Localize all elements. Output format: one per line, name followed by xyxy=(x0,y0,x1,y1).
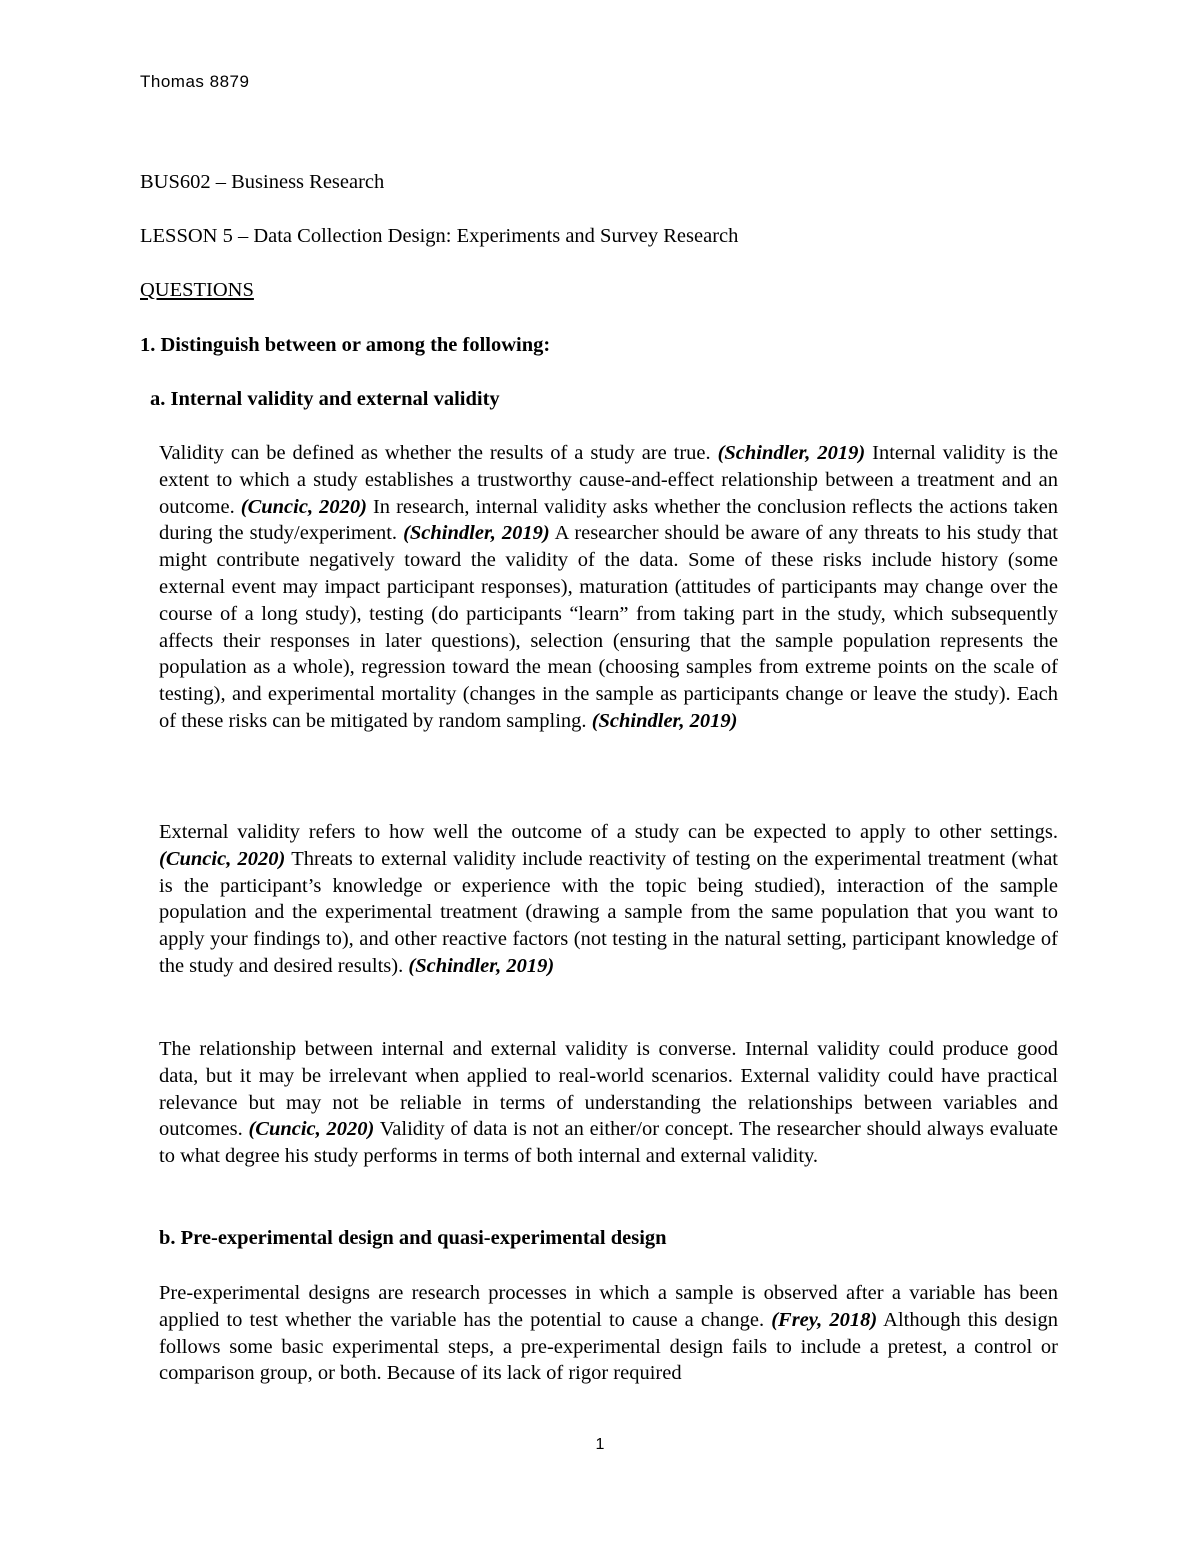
citation: (Schindler, 2019) xyxy=(408,954,555,977)
paragraph-text: Validity can be defined as whether the results of a study are true. xyxy=(159,442,718,464)
paragraph-text: A researcher should be aware of any threats to his study that might contribute negatively toward the validity of the data. Some of these risks include history (some external event may impact participant responses), maturation (attitudes of participants may change over the course of a long study), testing (do participants “learn” from taking part in the study, which subsequently affects their responses in later questions), selection (ensuring that the sample population represents the population as a whole), regression toward the mean (choosing samples from extreme points on the scale of testing), and experimental mortality (changes in the sample as participants change or leave the study). Each of these risks can be mitigated by random sampling. xyxy=(159,522,1058,732)
paragraph-text: Pre-experimental designs are research processes in which a sample is observed after a variable has been applied to test whether the variable has the potential to cause a change. xyxy=(159,1282,1058,1331)
part-a-paragraph-1 xyxy=(159,440,1058,735)
course-title: BUS602 – Business Research xyxy=(140,171,385,193)
page-header-author: Thomas 8879 xyxy=(140,72,250,91)
paragraph-text: External validity refers to how well the outcome of a study can be expected to apply to other settings. xyxy=(159,821,1058,843)
citation: (Cuncic, 2020) xyxy=(240,495,367,518)
citation: (Frey, 2018) xyxy=(771,1308,878,1331)
citation: (Cuncic, 2020) xyxy=(248,1118,375,1141)
paragraph-text: Although this design follows some basic experimental steps, a pre-experimental design fails to include a pretest, a control or comparison group, or both. Because of its lack of rigor required xyxy=(159,1308,1058,1385)
part-a-heading: a. Internal validity and external validity xyxy=(150,388,500,410)
paragraph-text: Validity of data is not an either/or concept. The researcher should always evaluate to what degree his study performs in terms of both internal and external validity. xyxy=(159,1118,1058,1168)
paragraph-text: The relationship between internal and external validity is converse. Internal validity could produce good data, but it may be irrelevant when applied to real-world scenarios. External validity could have practical relevance but may not be reliable in terms of understanding the relationships between variables and outcomes. xyxy=(159,1038,1058,1141)
question-1-heading: 1. Distinguish between or among the following: xyxy=(140,334,551,356)
paragraph-text: Internal validity is the extent to which a study establishes a trustworthy cause-and-effect relationship between a treatment and an outcome. xyxy=(159,442,1059,518)
part-b-heading: b. Pre-experimental design and quasi-experimental design xyxy=(159,1227,667,1249)
part-a-paragraph-2 xyxy=(159,819,1058,980)
paragraph-text: Threats to external validity include reactivity of testing on the experimental treatment (what is the participant’s knowledge or experience with the topic being studied), interaction of the sample population and the experimental treatment (drawing a sample from the same population that you want to apply your findings to), and other reactive factors (not testing in the natural setting, participant knowledge of the study and desired results). xyxy=(159,847,1058,977)
page-number: 1 xyxy=(595,1436,605,1453)
citation: (Schindler, 2019) xyxy=(403,522,550,545)
citation: (Schindler, 2019) xyxy=(717,442,866,464)
part-b-paragraph-1 xyxy=(159,1280,1058,1387)
citation: (Schindler, 2019) xyxy=(591,709,738,732)
citation: (Cuncic, 2020) xyxy=(159,847,286,870)
lesson-title: LESSON 5 – Data Collection Design: Experiments and Survey Research xyxy=(140,225,739,247)
section-heading: QUESTIONS xyxy=(140,279,254,301)
paragraph-text: In research, internal validity asks whether the conclusion reflects the actions taken during the study/experiment. xyxy=(159,495,1059,545)
part-a-paragraph-3 xyxy=(159,1036,1058,1170)
